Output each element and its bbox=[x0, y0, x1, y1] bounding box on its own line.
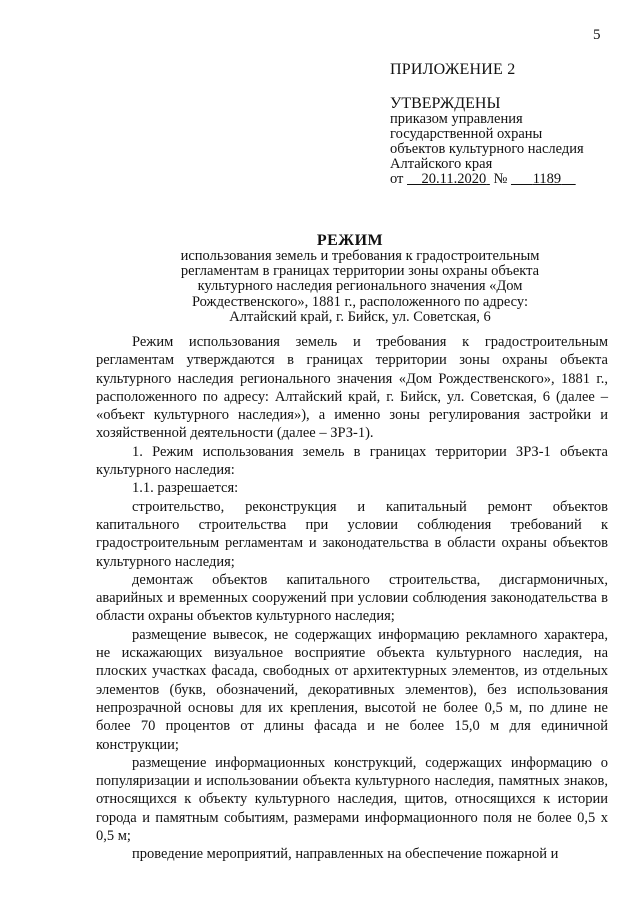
number-sign: № bbox=[493, 171, 508, 187]
approval-block bbox=[390, 95, 584, 187]
body-paragraph: размещение вывесок, не содержащих информацию рекламного характера, не искажающих визуальное восприятие объекта культурного наследия, на плоских участках фасада, свободных от архитектурных элементов, из отдельных элементов (букв, обозначений, декоративных элементов), без использования непрозрачной основы для их крепления, высотой не более 0,5 м, по длине не более 70 процентов от длины фасада и не более 15,0 м для единичной конструкции; bbox=[96, 626, 608, 753]
subtitle-line: Рождественского», 1881 г., расположенного по адресу: bbox=[191, 293, 529, 310]
body-paragraph: размещение информационных конструкций, содержащих информацию о популяризации и использовании объекта культурного наследия, памятных знаков, относящихся к объекту культурного наследия, щитов, относящихся к истории города и памятным событиям, размерами информационного поля не более 0,5 х 0,5 м; bbox=[96, 754, 608, 845]
approval-title: УТВЕРЖДЕНЫ bbox=[390, 95, 501, 112]
date-prefix: от bbox=[390, 171, 404, 187]
body-paragraph: 1.1. разрешается: bbox=[132, 480, 239, 497]
body-paragraph: 1. Режим использования земель в границах территории ЗРЗ-1 объекта культурного наследия: bbox=[96, 443, 608, 479]
approval-line: Алтайского края bbox=[390, 156, 493, 172]
document-body bbox=[96, 333, 608, 864]
order-number: 1189 bbox=[532, 171, 562, 187]
body-paragraph: Режим использования земель и требования к градостроительным регламентам утверждаются в границах территории зоны охраны объекта культурного наследия регионального значения «Дом Рождественского», 1881 г., расположенного по адресу: Алтайский край, г. Бийск, ул. Советская, 6 (далее – «объект культурного наследия»), а именно зоны регулирования застройки и хозяйственной деятельности (далее – ЗРЗ-1). bbox=[96, 334, 608, 442]
order-date: 20.11.2020 bbox=[421, 171, 487, 187]
approval-line: приказом управления bbox=[390, 111, 523, 127]
approval-line: объектов культурного наследия bbox=[390, 141, 584, 157]
page-number: 5 bbox=[593, 27, 601, 43]
subtitle-line: использования земель и требования к градостроительным bbox=[180, 248, 540, 264]
body-paragraph: строительство, реконструкция и капитальный ремонт объектов капитального строительства при условии соблюдения требований к градостроительным регламентам и законодательства в области охраны объектов культурного наследия; bbox=[96, 498, 608, 570]
subtitle-line: регламентам в границах территории зоны охраны объекта bbox=[180, 263, 540, 280]
order-date-number bbox=[390, 172, 584, 187]
body-paragraph: демонтаж объектов капитального строительства, дисгармоничных, аварийных и временных сооружений при условии соблюдения законодательства в области охраны объектов культурного наследия; bbox=[96, 571, 608, 625]
subtitle-line: Алтайский край, г. Бийск, ул. Советская, 6 bbox=[229, 308, 491, 325]
appendix-label: ПРИЛОЖЕНИЕ 2 bbox=[390, 61, 516, 78]
body-paragraph: проведение мероприятий, направленных на обеспечение пожарной и bbox=[132, 846, 559, 863]
approval-line: государственной охраны bbox=[390, 126, 543, 142]
subtitle-line: культурного наследия регионального значения «Дом bbox=[197, 278, 523, 295]
document-subtitle bbox=[160, 249, 560, 325]
document-title: РЕЖИМ bbox=[316, 232, 384, 249]
